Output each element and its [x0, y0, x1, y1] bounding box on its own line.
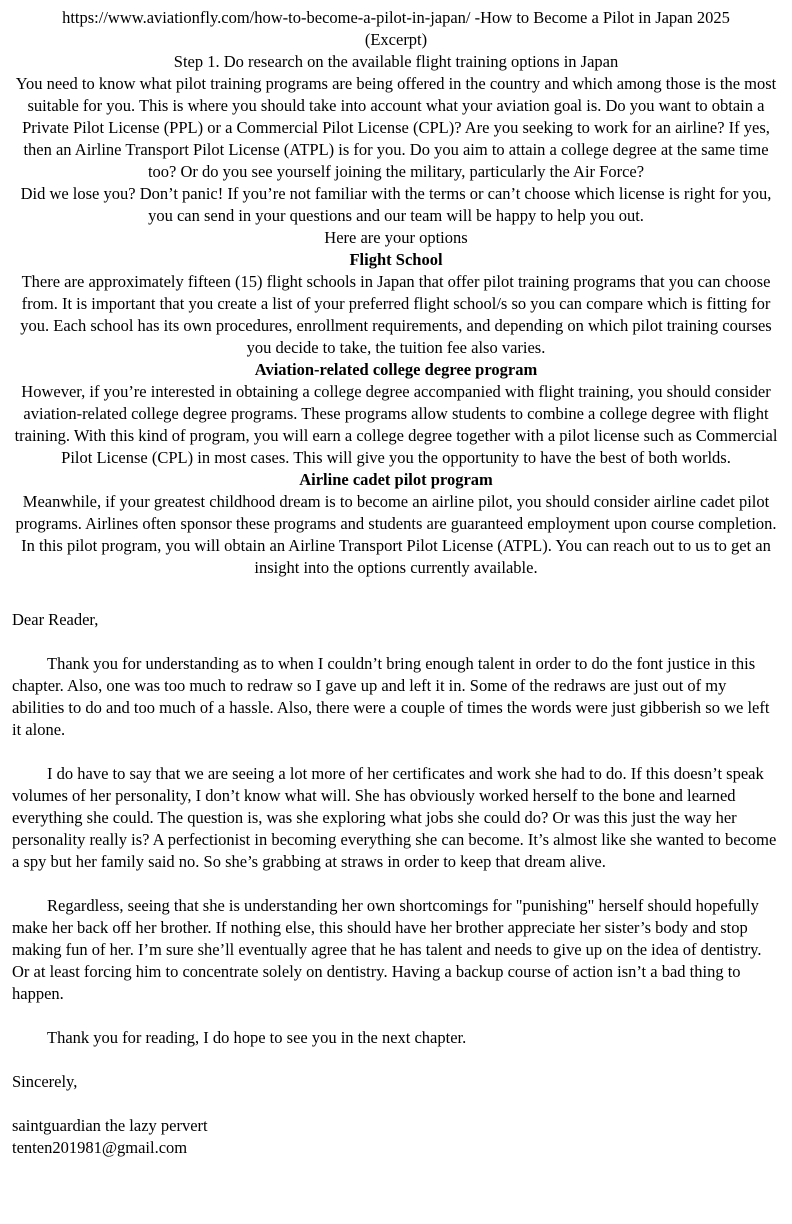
section-heading-cadet-program: Airline cadet pilot program [299, 470, 493, 489]
panic-paragraph: Did we lose you? Don’t panic! If you’re not familiar with the terms or can’t choose which license is right for you, you can send in your questions and our team will be happy to help you out. [20, 184, 772, 225]
section-heading-flight-school: Flight School [349, 250, 443, 269]
section-body-flight-school: There are approximately fifteen (15) flight schools in Japan that offer pilot training programs that you can choose from. It is important that you create a list of your preferred flight school/s so you can compare which is fitting for you. Each school has its own procedures, enrollment requirements, and depending on which pilot training courses you decide to take, the tuition fee also varies. [20, 272, 772, 357]
letter-salutation: Dear Reader, [12, 610, 99, 629]
intro-paragraph: You need to know what pilot training programs are being offered in the country and which among those is the most suitable for you. This is where you should take into account what your aviation goal is. Do you want to obtain a Private Pilot License (PPL) or a Commercial Pilot License (CPL)? Are you seeking to work for an airline? If yes, then an Airline Transport Pilot License (ATPL) is for you. Do you aim to attain a college degree at the same time too? Or do you see yourself joining the military, particularly the Air Force? [15, 74, 777, 181]
article-title-line: https://www.aviationfly.com/how-to-become-a-pilot-in-japan/ -How to Become a Pilot in Japan 2025 [62, 8, 730, 27]
letter-closing: Sincerely, [12, 1072, 78, 1091]
signature-email: tenten201981@gmail.com [12, 1138, 188, 1157]
signature-name: saintguardian the lazy pervert [12, 1116, 208, 1135]
section-body-college-degree: However, if you’re interested in obtaining a college degree accompanied with flight training, you should consider aviation-related college degree programs. These programs allow students to combine a college degree with flight training. With this kind of program, you will earn a college degree together with a pilot license such as Commercial Pilot License (CPL) in most cases. This will give you the opportunity to have the best of both worlds. [14, 382, 778, 467]
section-body-cadet-program: Meanwhile, if your greatest childhood dream is to become an airline pilot, you should consider airline cadet pilot programs. Airlines often sponsor these programs and students are guaranteed employment upon course completion. In this pilot program, you will obtain an Airline Transport Pilot License (ATPL). You can reach out to us to get an insight into the options currently available. [15, 492, 777, 577]
author-letter [12, 609, 778, 1159]
letter-paragraph-3: Regardless, seeing that she is understanding her own shortcomings for "punishing" herself should hopefully make her back off her brother. If nothing else, this should have her brother appreciate her sister’s body and stop making fun of her. I’m sure she’ll eventually agree that he has talent and needs to give up on the idea of dentistry. Or at least forcing him to concentrate solely on dentistry. Having a backup course of action isn’t a bad thing to happen. [12, 896, 762, 1003]
options-line: Here are your options [324, 228, 468, 247]
excerpt-label: (Excerpt) [364, 30, 428, 49]
letter-paragraph-2: I do have to say that we are seeing a lot more of her certificates and work she had to do. If this doesn’t speak volumes of her personality, I don’t know what will. She has obviously worked herself to the bone and learned everything she could. The question is, was she exploring what jobs she could do? Or was this just the way her personality really is? A perfectionist in becoming everything she can become. It’s almost like she wanted to become a spy but her family said no. So she’s grabbing at straws in order to keep that dream alive. [12, 764, 777, 871]
step-heading: Step 1. Do research on the available flight training options in Japan [173, 52, 619, 71]
section-heading-college-degree: Aviation-related college degree program [254, 360, 538, 379]
letter-paragraph-1: Thank you for understanding as to when I couldn’t bring enough talent in order to do the font justice in this chapter. Also, one was too much to redraw so I gave up and left it in. Some of the redraws are just out of my abilities to do and too much of a hassle. Also, there were a couple of times the words were just gibberish so we left it alone. [12, 654, 770, 739]
letter-paragraph-4: Thank you for reading, I do hope to see you in the next chapter. [47, 1028, 467, 1047]
article-excerpt [10, 7, 782, 579]
signature-block [12, 1115, 778, 1159]
